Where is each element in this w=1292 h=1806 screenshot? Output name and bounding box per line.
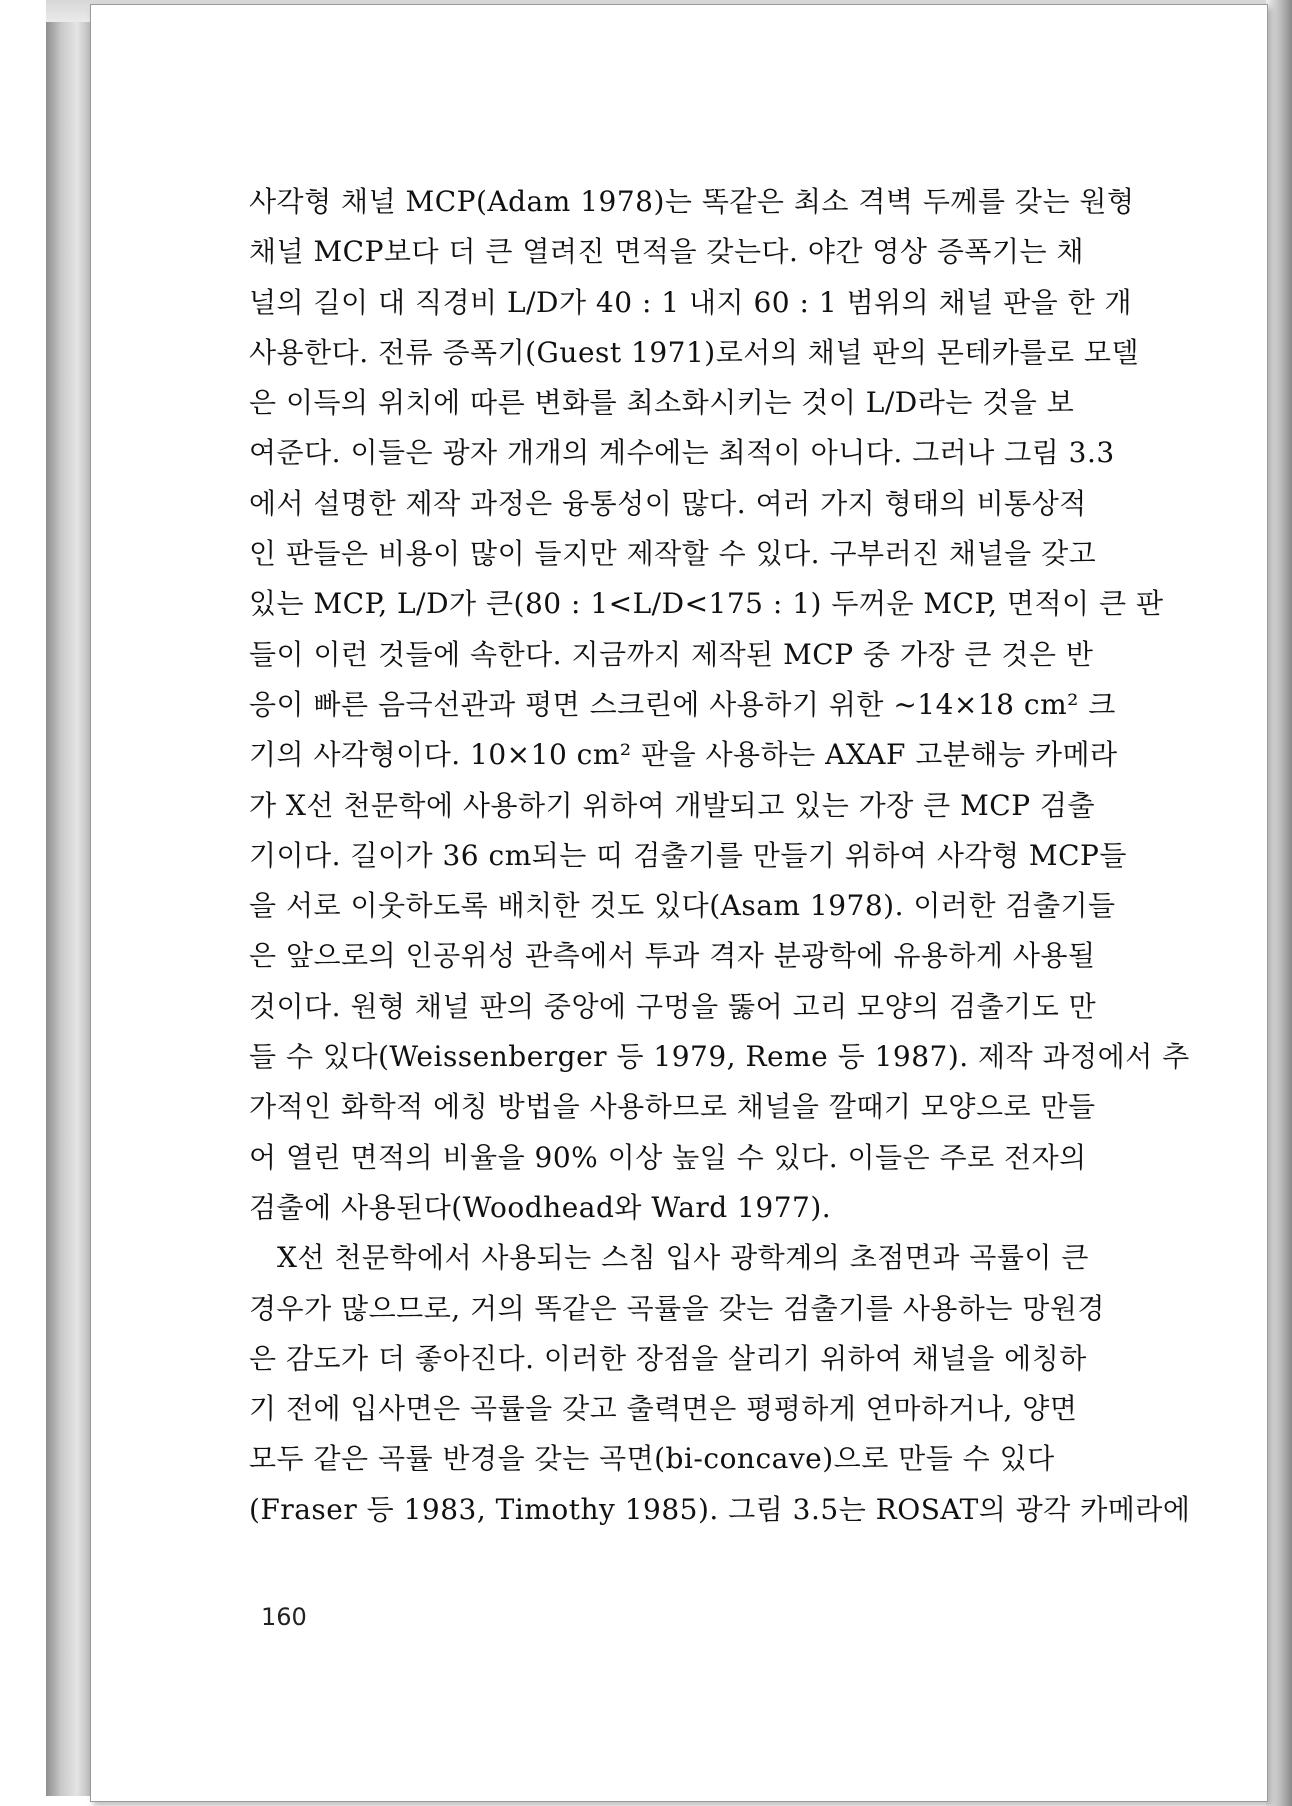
text-line: 채널 MCP보다 더 큰 열려진 면적을 갖는다. 야간 영상 증폭기는 채	[249, 235, 1084, 269]
body-text	[249, 177, 1251, 1535]
text-line: 기 전에 입사면은 곡률을 갖고 출력면은 평평하게 연마하거나, 양면	[249, 1392, 1078, 1426]
text-line: 은 이득의 위치에 따른 변화를 최소화시키는 것이 L/D라는 것을 보	[249, 386, 1075, 420]
text-line: 들이 이런 것들에 속한다. 지금까지 제작된 MCP 중 가장 큰 것은 반	[249, 637, 1094, 671]
book-page	[90, 4, 1268, 1802]
text-line: 모두 같은 곡률 반경을 갖는 곡면(bi-concave)으로 만들 수 있다	[249, 1442, 1055, 1476]
text-line: X선 천문학에서 사용되는 스침 입사 광학계의 초점면과 곡률이 큰	[277, 1241, 1089, 1275]
text-line: 응이 빠른 음극선관과 평면 스크린에 사용하기 위한 ~14×18 cm² 크	[249, 687, 1116, 721]
text-line: 을 서로 이웃하도록 배치한 것도 있다(Asam 1978). 이러한 검출기들	[249, 889, 1116, 923]
text-line: 가 X선 천문학에 사용하기 위하여 개발되고 있는 가장 큰 MCP 검출	[249, 788, 1096, 822]
book-spine	[46, 22, 90, 1796]
text-line: 어 열린 면적의 비율을 90% 이상 높일 수 있다. 이들은 주로 전자의	[249, 1140, 1087, 1174]
page-right-shadow	[1266, 0, 1292, 1806]
text-line: 가적인 화학적 에칭 방법을 사용하므로 채널을 깔때기 모양으로 만들	[249, 1090, 1096, 1124]
text-line: 기의 사각형이다. 10×10 cm² 판을 사용하는 AXAF 고분해능 카메라	[249, 738, 1118, 772]
text-line: 은 감도가 더 좋아진다. 이러한 장점을 살리기 위하여 채널을 에칭하	[249, 1341, 1087, 1375]
text-line: 경우가 많으므로, 거의 똑같은 곡률을 갖는 검출기를 사용하는 망원경	[249, 1291, 1105, 1325]
text-line: 에서 설명한 제작 과정은 융통성이 많다. 여러 가지 형태의 비통상적	[249, 486, 1087, 520]
text-line: 널의 길이 대 직경비 L/D가 40 : 1 내지 60 : 1 범위의 채널 판을 한 개	[249, 285, 1133, 319]
page-number: 160	[261, 1603, 307, 1631]
text-line: (Fraser 등 1983, Timothy 1985). 그림 3.5는 ROSAT의 광각 카메라에	[249, 1492, 1191, 1526]
text-line: 기이다. 길이가 36 cm되는 띠 검출기를 만들기 위하여 사각형 MCP들	[249, 838, 1127, 872]
text-line: 있는 MCP, L/D가 큰(80 : 1<L/D<175 : 1) 두꺼운 MCP, 면적이 큰 판	[249, 587, 1164, 621]
text-line: 들 수 있다(Weissenberger 등 1979, Reme 등 1987). 제작 과정에서 추	[249, 1040, 1190, 1074]
text-line: 것이다. 원형 채널 판의 중앙에 구멍을 뚫어 고리 모양의 검출기도 만	[249, 989, 1097, 1023]
text-line: 인 판들은 비용이 많이 들지만 제작할 수 있다. 구부러진 채널을 갖고	[249, 537, 1097, 571]
text-line: 사각형 채널 MCP(Adam 1978)는 똑같은 최소 격벽 두께를 갖는 원형	[249, 185, 1135, 218]
text-line: 은 앞으로의 인공위성 관측에서 투과 격자 분광학에 유용하게 사용될	[249, 939, 1096, 973]
text-line: 여준다. 이들은 광자 개개의 계수에는 최적이 아니다. 그러나 그림 3.3	[249, 436, 1115, 470]
paragraph-1	[249, 177, 1251, 1233]
text-line: 사용한다. 전류 증폭기(Guest 1971)로서의 채널 판의 몬테카를로 모델	[249, 335, 1140, 369]
text-line: 검출에 사용된다(Woodhead와 Ward 1977).	[249, 1190, 832, 1224]
paragraph-2	[249, 1233, 1251, 1535]
